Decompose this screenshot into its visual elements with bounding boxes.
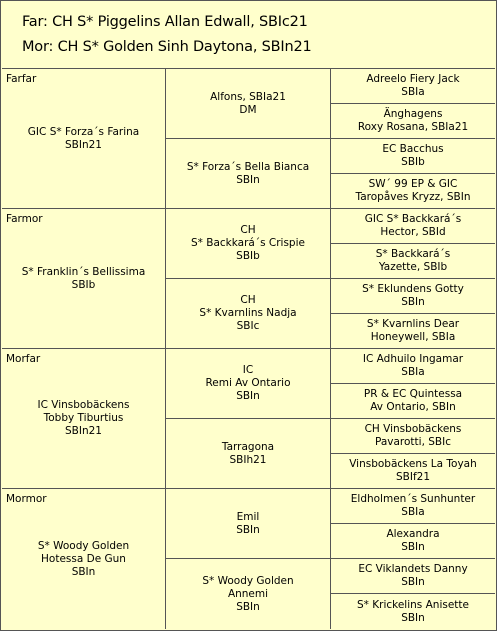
grandparent-name-line: SBIn21 xyxy=(65,138,102,151)
great-great-grandparent-name-line: Av Ontario, SBIn xyxy=(370,401,456,413)
great-great-grandparent-name-line: IC Adhuilo Ingamar xyxy=(362,353,464,365)
great-great-grandparent-name-line: Änghagens xyxy=(383,108,443,120)
great-great-grandparent-cell xyxy=(331,559,495,594)
great-great-grandparent-name-line: Roxy Rosana, SBIa21 xyxy=(357,121,469,133)
great-great-grandparent-name-line: SBIn xyxy=(401,541,425,553)
great-great-grandparent-cell xyxy=(331,209,495,244)
grandparent-name-line: SBIn21 xyxy=(65,425,102,437)
great-great-grandparent-name-line: SBIn xyxy=(401,576,425,588)
great-great-grandparent-cell xyxy=(331,594,495,629)
great-grandparent-name-line: SBIh21 xyxy=(229,453,267,466)
great-grandparent-cell xyxy=(166,209,331,279)
grandparent-name-line: GIC S* Forza´s Farina xyxy=(27,125,140,138)
great-grandparent-name-line: S* Kvarnlins Nadja xyxy=(199,307,297,319)
grandparent-cell-morfar xyxy=(2,349,166,489)
great-grandparent-cell xyxy=(166,419,331,489)
great-great-grandparent-name-line: SBIa xyxy=(401,366,425,378)
grandparent-cell-farmor xyxy=(2,209,166,349)
grandparent-role-label: Farmor xyxy=(6,213,43,225)
great-great-grandparent-name-line: S* Backkará´s xyxy=(375,248,451,260)
great-great-grandparent-cell xyxy=(331,489,495,524)
father-line: Far: CH S* Piggelins Allan Edwall, SBIc21 xyxy=(22,14,308,30)
great-grandparent-name-line: SBIc xyxy=(236,320,260,332)
great-great-grandparent-cell xyxy=(331,384,495,419)
great-great-grandparent-name-line: PR & EC Quintessa xyxy=(363,388,463,400)
great-great-grandparent-name-line: Taropåves Kryzz, SBIn xyxy=(355,191,471,203)
great-great-grandparent-cell xyxy=(331,349,495,384)
great-grandparent-cell xyxy=(166,279,331,349)
great-great-grandparent-cell xyxy=(331,104,495,139)
grandparent-name-line: S* Woody Golden xyxy=(37,539,130,552)
great-grandparent-name-line: Remi Av Ontario xyxy=(205,377,291,389)
great-great-grandparent-cell xyxy=(331,69,495,104)
great-great-grandparent-name-line: S* Krickelins Anisette xyxy=(357,598,469,611)
great-great-grandparent-cell xyxy=(331,279,495,314)
great-great-grandparent-name-line: SBIn xyxy=(401,296,425,308)
great-great-grandparent-cell xyxy=(331,139,495,174)
great-grandparent-name-line: S* Woody Golden xyxy=(202,574,294,587)
grandparent-cell-mormor xyxy=(2,489,166,629)
grandparent-name-line: IC Vinsbobäckens xyxy=(37,399,130,411)
great-great-grandparent-name-line: Honeywell, SBIa xyxy=(370,331,456,343)
great-grandparent-cell xyxy=(166,349,331,419)
great-grandparent-name-line: SBIn xyxy=(236,523,260,536)
great-great-grandparent-name-line: Vinsbobäckens La Toyah xyxy=(349,458,477,470)
great-grandparent-name-line: SBIn xyxy=(236,600,260,613)
great-great-grandparent-name-line: CH Vinsbobäckens xyxy=(364,423,462,435)
great-grandparent-cell xyxy=(166,69,331,139)
great-great-grandparent-name-line: SBIf21 xyxy=(395,471,431,483)
great-grandparent-name-line: S* Forza´s Bella Bianca xyxy=(186,160,310,173)
great-great-grandparent-name-line: SBIn xyxy=(401,611,425,624)
grandparent-name-line: SBIn xyxy=(71,565,96,578)
great-great-grandparent-cell xyxy=(331,174,495,209)
grandparent-cell-farfar xyxy=(2,69,166,209)
great-great-grandparent-name-line: GIC S* Backkará´s xyxy=(364,213,462,225)
great-grandparent-cell xyxy=(166,489,331,559)
great-grandparent-name-line: SBIn xyxy=(236,390,260,402)
grandparent-role-label: Mormor xyxy=(6,493,47,505)
great-great-grandparent-name-line: Alexandra xyxy=(386,528,440,540)
great-great-grandparent-name-line: SBIa xyxy=(401,506,425,518)
great-great-grandparent-name-line: S* Eklundens Gotty xyxy=(362,283,464,295)
great-grandparent-cell xyxy=(166,559,331,629)
great-great-grandparent-name-line: Pavarotti, SBIc xyxy=(374,436,452,448)
great-grandparent-name-line: SBIb xyxy=(236,250,260,262)
grandparent-role-label: Farfar xyxy=(6,73,37,85)
great-great-grandparent-name-line: SBIb xyxy=(401,156,425,168)
great-great-grandparent-name-line: SBIa xyxy=(401,86,425,98)
great-great-grandparent-name-line: SW´ 99 EP & GIC xyxy=(368,178,458,190)
pedigree-header xyxy=(2,2,495,69)
great-grandparent-name-line: SBIn xyxy=(236,173,260,186)
great-great-grandparent-name-line: EC Bacchus xyxy=(382,143,444,155)
great-great-grandparent-cell xyxy=(331,244,495,279)
great-great-grandparent-name-line: S* Kvarnlins Dear xyxy=(366,318,460,330)
great-great-grandparent-name-line: Adreelo Fiery Jack xyxy=(366,73,460,85)
great-great-grandparent-name-line: EC Viklandets Danny xyxy=(358,563,468,575)
grandparent-name-line: Tobby Tiburtius xyxy=(43,412,124,424)
great-great-grandparent-cell xyxy=(331,419,495,454)
mother-line: Mor: CH S* Golden Sinh Daytona, SBIn21 xyxy=(22,39,312,55)
great-great-grandparent-name-line: Hector, SBId xyxy=(380,226,446,238)
great-grandparent-name-line: Tarragona xyxy=(221,440,275,453)
great-great-grandparent-name-line: Yazette, SBIb xyxy=(378,261,448,273)
great-grandparent-cell xyxy=(166,139,331,209)
great-grandparent-name-line: Emil xyxy=(236,510,260,523)
great-grandparent-name-line: DM xyxy=(239,103,257,116)
great-great-grandparent-name-line: Eldholmen´s Sunhunter xyxy=(350,493,476,505)
great-grandparent-name-line: CH xyxy=(240,224,256,236)
grandparent-name-line: S* Franklin´s Bellissima xyxy=(21,265,146,278)
great-grandparent-name-line: CH xyxy=(240,294,256,306)
great-grandparent-name-line: Annemi xyxy=(227,587,269,600)
grandparent-role-label: Morfar xyxy=(6,353,41,365)
great-grandparent-name-line: Alfons, SBIa21 xyxy=(210,90,286,103)
great-great-grandparent-cell xyxy=(331,454,495,489)
grandparent-name-line: Hotessa De Gun xyxy=(41,552,126,565)
great-great-grandparent-cell xyxy=(331,314,495,349)
grandparent-name-line: SBIb xyxy=(71,278,96,291)
great-grandparent-name-line: S* Backkará´s Crispie xyxy=(191,237,305,249)
great-great-grandparent-cell xyxy=(331,524,495,559)
great-grandparent-name-line: IC xyxy=(242,364,254,376)
